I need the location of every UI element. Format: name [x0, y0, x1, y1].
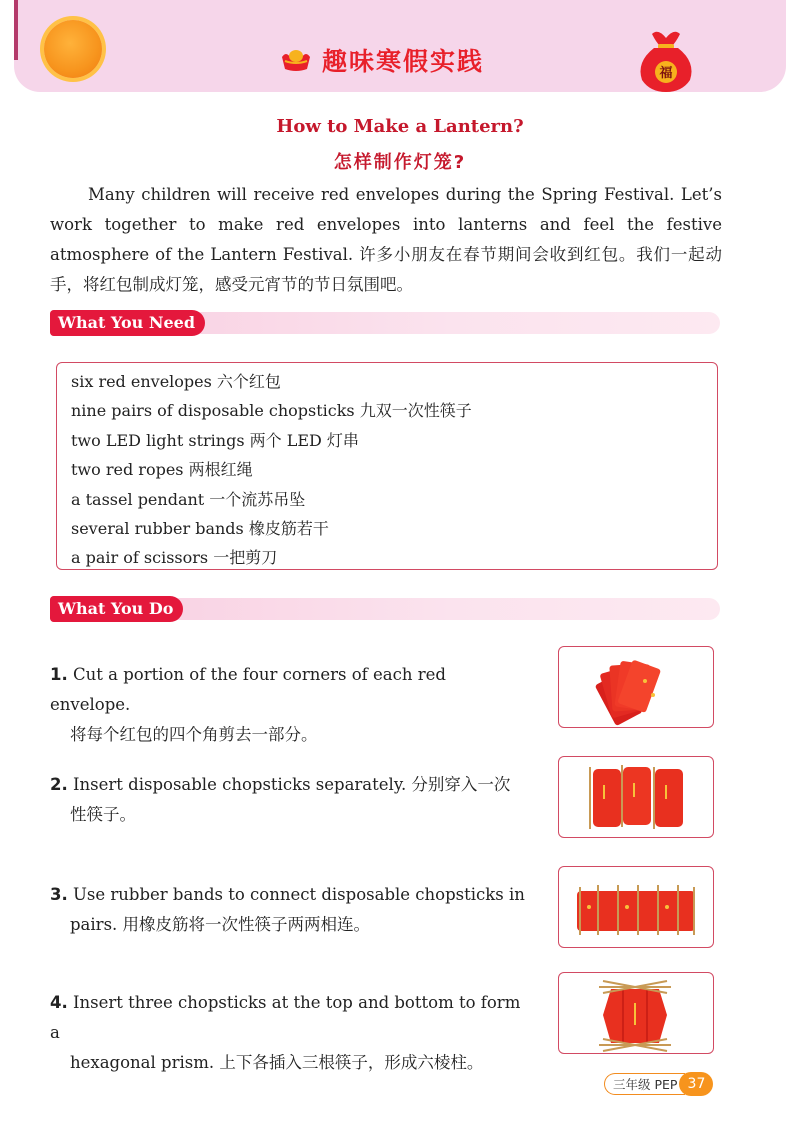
connected-envelopes-icon [558, 866, 714, 948]
step-2 [50, 770, 528, 830]
page-number: 37 [679, 1072, 713, 1096]
step-number: 2. [50, 775, 68, 794]
step-4 [50, 988, 528, 1078]
step-text: Cut a portion of the four corners of each red envelope. [50, 665, 446, 714]
need-item: a pair of scissors 一把剪刀 [71, 548, 278, 568]
step-1 [50, 660, 528, 750]
banner-title [280, 40, 484, 80]
sun-icon [44, 20, 102, 78]
step-text-cont: 性筷子。 [70, 805, 136, 824]
do-section-heading: What You Do [50, 596, 183, 622]
page-title-zh: 怎样制作灯笼? [333, 152, 467, 173]
step-text: Use rubber bands to connect disposable chopsticks in [73, 885, 525, 904]
need-item: nine pairs of disposable chopsticks 九双一次性筷子 [71, 401, 472, 421]
need-item: six red envelopes 六个红包 [71, 372, 281, 391]
envelopes-with-chopsticks-icon [558, 756, 714, 838]
need-item: two red ropes 两根红绳 [71, 460, 253, 480]
step-text: Insert disposable chopsticks separately. 分别穿入一次 [73, 775, 511, 794]
need-list-box [56, 362, 718, 570]
step-text: Insert three chopsticks at the top and bottom to form a [50, 993, 521, 1042]
step-text-cont: 将每个红包的四个角剪去一部分。 [70, 725, 318, 744]
need-item: two LED light strings 两个 LED 灯串 [71, 430, 359, 450]
bag-character: 福 [659, 66, 673, 81]
banner-edge [14, 0, 18, 60]
page-title-en: How to Make a Lantern? [276, 116, 524, 137]
need-item: several rubber bands 橡皮筋若干 [71, 519, 329, 539]
intro-paragraph: Many children will receive red envelopes during the Spring Festival. Let’s work together to make red envelopes into lanterns and feel the festive atmosphere of the Lantern Festival. 许多小朋友在春节期间会收到红包。我们一起动手，将红包制成灯笼，感受元宵节的节日氛围吧。 [50, 185, 722, 294]
page-footer [604, 1072, 713, 1096]
red-envelopes-fanned-icon [558, 646, 714, 728]
step-3 [50, 880, 528, 940]
hexagonal-lantern-icon [558, 972, 714, 1054]
step-number: 1. [50, 665, 68, 684]
banner-title-text: 趣味寒假实践 [322, 47, 485, 76]
gold-ingot-icon [280, 47, 312, 73]
grade-badge: 三年级 PEP [604, 1073, 685, 1095]
need-item: a tassel pendant 一个流苏吊坠 [71, 489, 306, 509]
step-number: 3. [50, 885, 68, 904]
step-number: 4. [50, 993, 68, 1012]
step-text-cont: pairs. 用橡皮筋将一次性筷子两两相连。 [70, 915, 371, 934]
need-section-heading: What You Need [50, 310, 205, 336]
step-text-cont: hexagonal prism. 上下各插入三根筷子，形成六棱柱。 [70, 1053, 484, 1072]
lucky-bag-icon [632, 26, 700, 92]
